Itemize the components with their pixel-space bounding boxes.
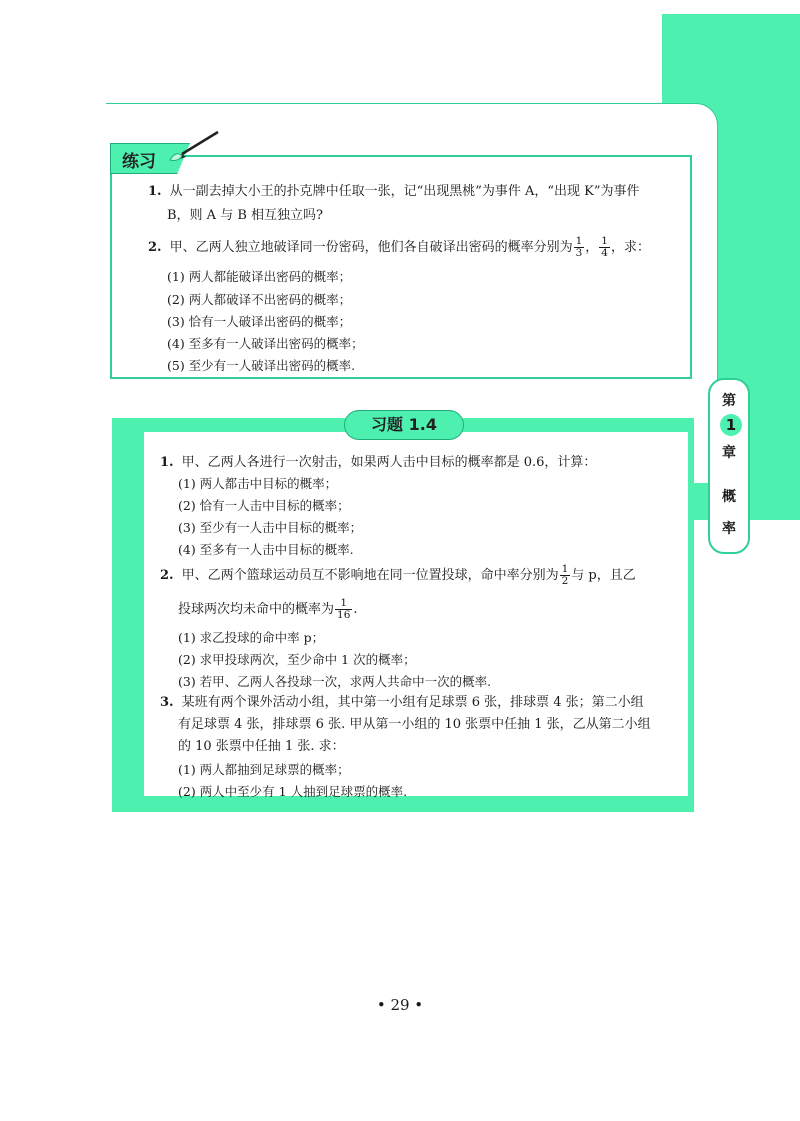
exercise-q1-sub: (4) 至多有一人击中目标的概率. — [178, 542, 354, 557]
fraction-one-half: $\frac{1}{2}$ — [561, 563, 569, 587]
practice-q2-sub: (1) 两人都能破译出密码的概率； — [167, 269, 352, 284]
chapter-zhang: 章 — [722, 445, 736, 461]
exercise-q1-sub: (2) 恰有一人击中目标的概率； — [178, 498, 350, 513]
practice-q2-sub: (4) 至多有一人破译出密码的概率； — [167, 336, 364, 351]
practice-title: 练习 — [122, 152, 156, 172]
practice-q2-sub: (5) 至少有一人破译出密码的概率. — [167, 358, 356, 373]
exercise-q3-sub: (2) 两人中至少有 1 人抽到足球票的概率. — [178, 784, 408, 799]
chapter-di: 第 — [722, 393, 736, 409]
exercise-q2: 2. 甲、乙两个篮球运动员互不影响地在同一位置投球，命中率分别为 $\frac{1}{2}$ 与 p，且乙 — [160, 563, 636, 587]
chapter-name-char: 率 — [722, 521, 736, 537]
exercise-q3-sub: (1) 两人都抽到足球票的概率； — [178, 762, 350, 777]
exercise-q2-line2: 投球两次均未命中的概率为 $\frac{1}{16}$ . — [178, 597, 358, 621]
chapter-tab — [708, 378, 750, 554]
chapter-name-char: 概 — [722, 489, 736, 505]
exercise-q3-line2: 有足球票 4 张，排球票 6 张. 甲从第一小组的 10 张票中任抽 1 张，乙从第二小组 — [178, 717, 651, 732]
exercise-title: 习题 1.4 — [344, 410, 464, 440]
fraction-one-sixteenth: $\frac{1}{16}$ — [337, 597, 351, 621]
fraction-one-quarter: $\frac{1}{4}$ — [601, 235, 608, 259]
exercise-q1: 1. 甲、乙两人各进行一次射击，如果两人击中目标的概率都是 0.6，计算： — [160, 455, 597, 470]
practice-q2-sub: (2) 两人都破译不出密码的概率； — [167, 292, 352, 307]
exercise-q3-line3: 的 10 张票中任抽 1 张. 求： — [178, 739, 345, 754]
practice-q1: 1. 从一副去掉大小王的扑克牌中任取一张，记“出现黑桃”为事件 A，“出现 K”为事件 — [148, 184, 640, 199]
practice-q1-line2: B，则 A 与 B 相互独立吗? — [167, 208, 323, 223]
exercise-q3: 3. 某班有两个课外活动小组，其中第一小组有足球票 6 张，排球票 4 张；第二小组 — [160, 695, 644, 710]
exercise-q1-sub: (1) 两人都击中目标的概率； — [178, 476, 338, 491]
chapter-number: 1 — [720, 414, 742, 436]
fraction-one-third: $\frac{1}{3}$ — [575, 235, 583, 259]
pen-icon — [160, 130, 222, 166]
exercise-q2-sub: (2) 求甲投球两次，至少命中 1 次的概率； — [178, 652, 416, 667]
page-number: • 29 • — [376, 996, 424, 1014]
exercise-q1-sub: (3) 至少有一人击中目标的概率； — [178, 520, 363, 535]
practice-q2: 2. 甲、乙两人独立地破译同一份密码，他们各自破译出密码的概率分别为 $\frac{1}{3}$ ， $\frac{1}{4}$ ，求： — [148, 235, 650, 259]
exercise-q2-sub: (3) 若甲、乙两人各投球一次，求两人共命中一次的概率. — [178, 674, 492, 689]
practice-q2-sub: (3) 恰有一人破译出密码的概率； — [167, 314, 352, 329]
exercise-q2-sub: (1) 求乙投球的命中率 p； — [178, 630, 325, 645]
